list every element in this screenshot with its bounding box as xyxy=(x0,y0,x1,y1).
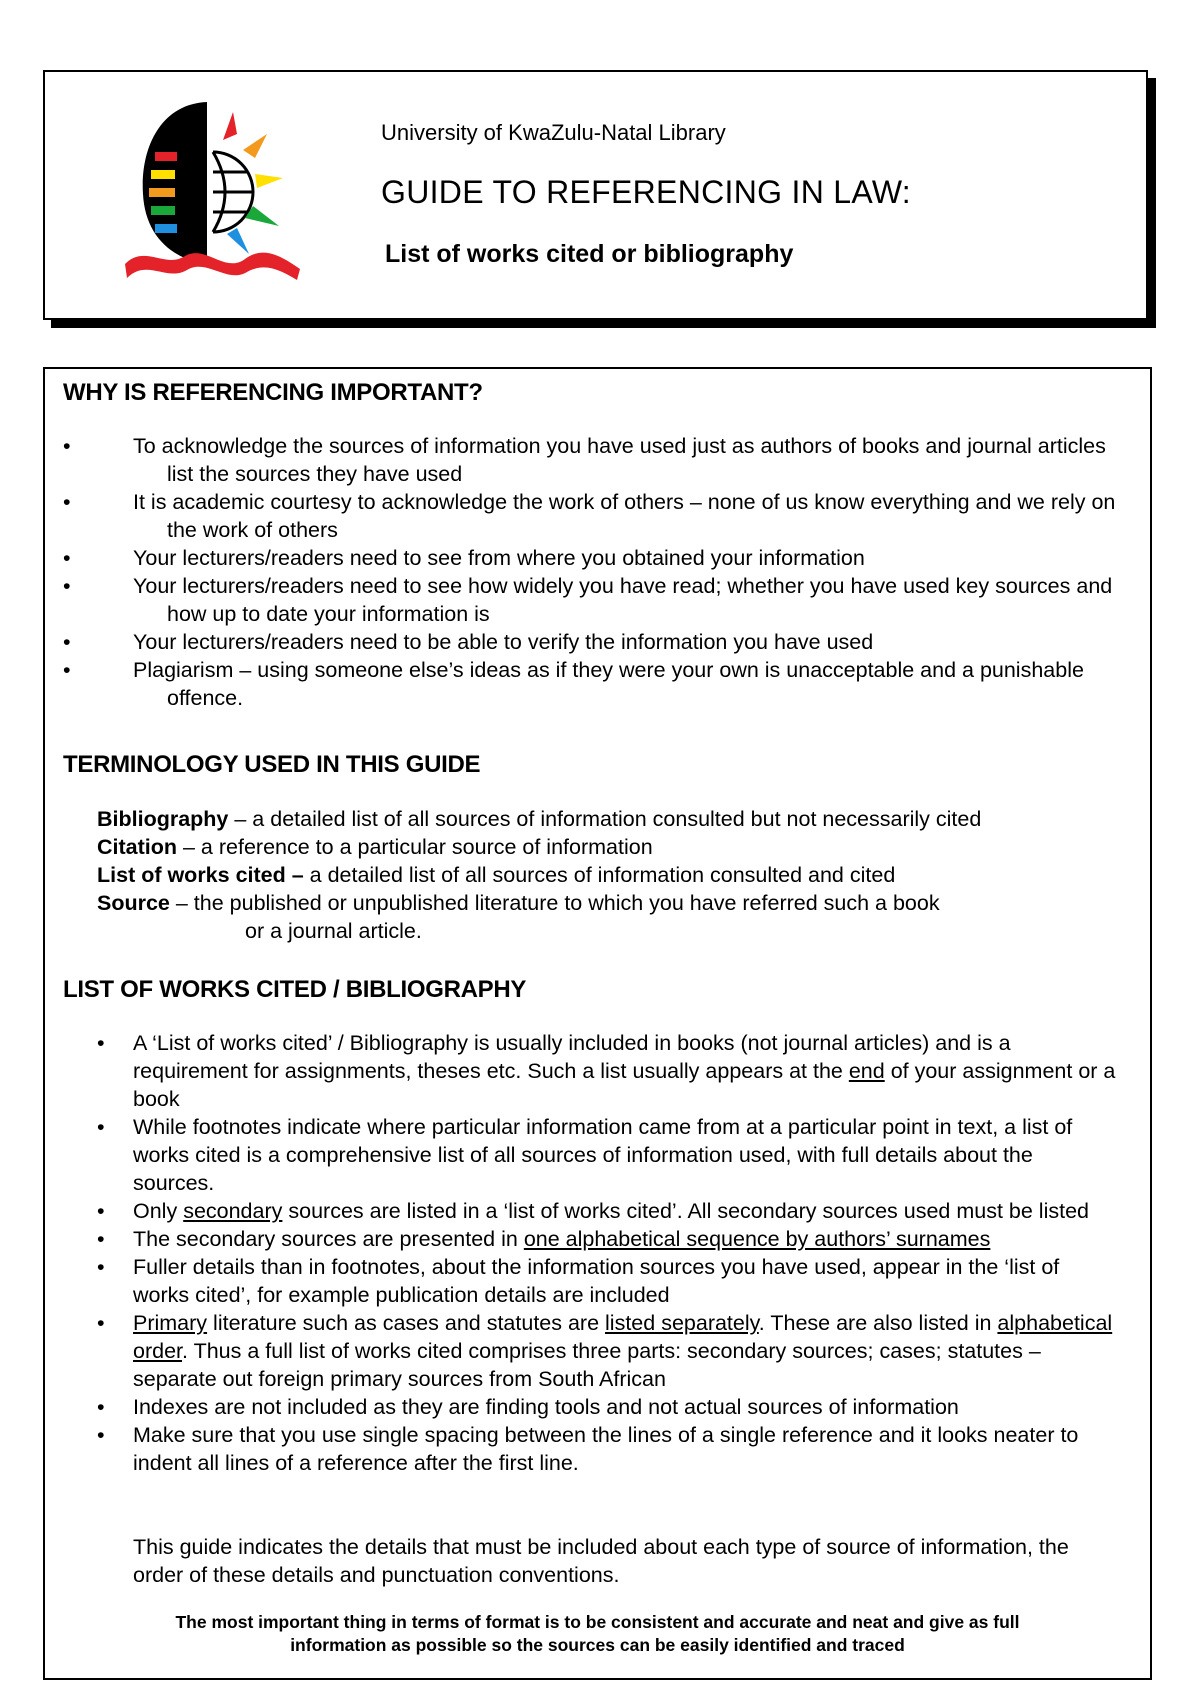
ray-orange xyxy=(243,134,267,158)
underlined-text: Primary xyxy=(133,1311,208,1335)
logo-wave xyxy=(125,253,300,280)
logo-stripe-blue xyxy=(155,224,177,233)
list-item: • The secondary sources are presented in one alphabetical sequence by authors’ surnames xyxy=(45,1225,1150,1253)
list-item: • Fuller details than in footnotes, about the information sources you have used, appear in the ‘list of works cited’, for example publication details are included xyxy=(45,1253,1150,1309)
page-subtitle: List of works cited or bibliography xyxy=(385,240,794,268)
ray-red xyxy=(223,112,237,140)
list-item: • Make sure that you use single spacing between the lines of a single reference and it looks neater to indent all lines of a reference after the first line. xyxy=(45,1421,1150,1477)
terminology-list xyxy=(97,805,981,945)
ray-yellow xyxy=(255,174,283,188)
term-definition: – a reference to a particular source of information xyxy=(177,835,653,859)
term-definition: – a detailed list of all sources of information consulted but not necessarily cited xyxy=(228,807,982,831)
logo-stripe-yellow xyxy=(151,170,175,179)
term-row xyxy=(97,889,981,917)
term-row xyxy=(97,805,981,833)
list-item: • Your lecturers/readers need to be able to verify the information you have used xyxy=(45,628,1150,656)
ukzn-logo xyxy=(115,94,305,284)
list-item: • To acknowledge the sources of information you have used just as authors of books and journal articles list the sources they have used xyxy=(45,432,1150,488)
guide-note: This guide indicates the details that must be included about each type of source of information, the order of these details and punctuation conventions. xyxy=(133,1535,1069,1587)
logo-stripe-red xyxy=(155,152,177,161)
list-item: • Only secondary sources are listed in a ‘list of works cited’. All secondary sources used must be listed xyxy=(45,1197,1150,1225)
term: Bibliography xyxy=(97,807,229,831)
ray-blue xyxy=(227,228,249,254)
list-works-cited-bullets xyxy=(45,1029,1150,1477)
underlined-text: secondary xyxy=(183,1199,283,1223)
term: List of works cited – xyxy=(97,863,304,887)
term: Source xyxy=(97,891,170,915)
list-item: • Indexes are not included as they are finding tools and not actual sources of information xyxy=(45,1393,1150,1421)
underlined-text: listed separately xyxy=(605,1311,759,1335)
section-heading-why: WHY IS REFERENCING IMPORTANT? xyxy=(63,379,483,406)
term-row xyxy=(97,861,981,889)
header-box xyxy=(43,70,1148,320)
globe-icon xyxy=(213,152,253,232)
term-definition: a detailed list of all sources of information consulted and cited xyxy=(303,863,896,887)
why-list xyxy=(45,432,1150,712)
underlined-text: one alphabetical sequence by authors’ surnames xyxy=(523,1227,991,1251)
term-row xyxy=(97,833,981,861)
section-heading-list: LIST OF WORKS CITED / BIBLIOGRAPHY xyxy=(63,976,527,1003)
list-item: • Primary literature such as cases and statutes are listed separately. These are also listed in alphabetical order. Thus a full list of works cited comprises three parts: secondary sources; cases; statutes – separate out foreign primary sources from South African xyxy=(45,1309,1150,1393)
list-item: • While footnotes indicate where particular information came from at a particular point in text, a list of works cited is a comprehensive list of all sources of information used, with full details about the sources. xyxy=(45,1113,1150,1197)
logo-stripe-green xyxy=(151,206,175,215)
format-note: The most important thing in terms of format is to be consistent and accurate and neat and give as full information as possible so the sources can be easily identified and traced xyxy=(175,1612,1020,1655)
list-item: • It is academic courtesy to acknowledge the work of others – none of us know everything and we rely on the work of others xyxy=(45,488,1150,544)
page-title: GUIDE TO REFERENCING IN LAW: xyxy=(381,174,911,210)
term-continuation: or a journal article. xyxy=(245,919,422,943)
list-item: • Plagiarism – using someone else’s ideas as if they were your own is unacceptable and a punishable offence. xyxy=(45,656,1150,712)
logo-stripe-orange xyxy=(149,188,175,197)
underlined-text: alphabetical order xyxy=(133,1311,1113,1363)
section-heading-terminology: TERMINOLOGY USED IN THIS GUIDE xyxy=(63,751,481,778)
logo-shield xyxy=(143,102,207,264)
term: Citation xyxy=(97,835,178,859)
institution-name: University of KwaZulu-Natal Library xyxy=(381,120,726,145)
list-item: • Your lecturers/readers need to see from where you obtained your information xyxy=(45,544,1150,572)
list-item: • A ‘List of works cited’ / Bibliography is usually included in books (not journal articles) and is a requirement for assignments, theses etc. Such a list usually appears at the end of your assignment or a book xyxy=(45,1029,1150,1113)
list-item: • Your lecturers/readers need to see how widely you have read; whether you have used key sources and how up to date your information is xyxy=(45,572,1150,628)
underlined-text: end xyxy=(848,1059,885,1083)
term-definition: – the published or unpublished literature to which you have referred such a book xyxy=(169,891,940,915)
main-content-box xyxy=(43,367,1152,1680)
